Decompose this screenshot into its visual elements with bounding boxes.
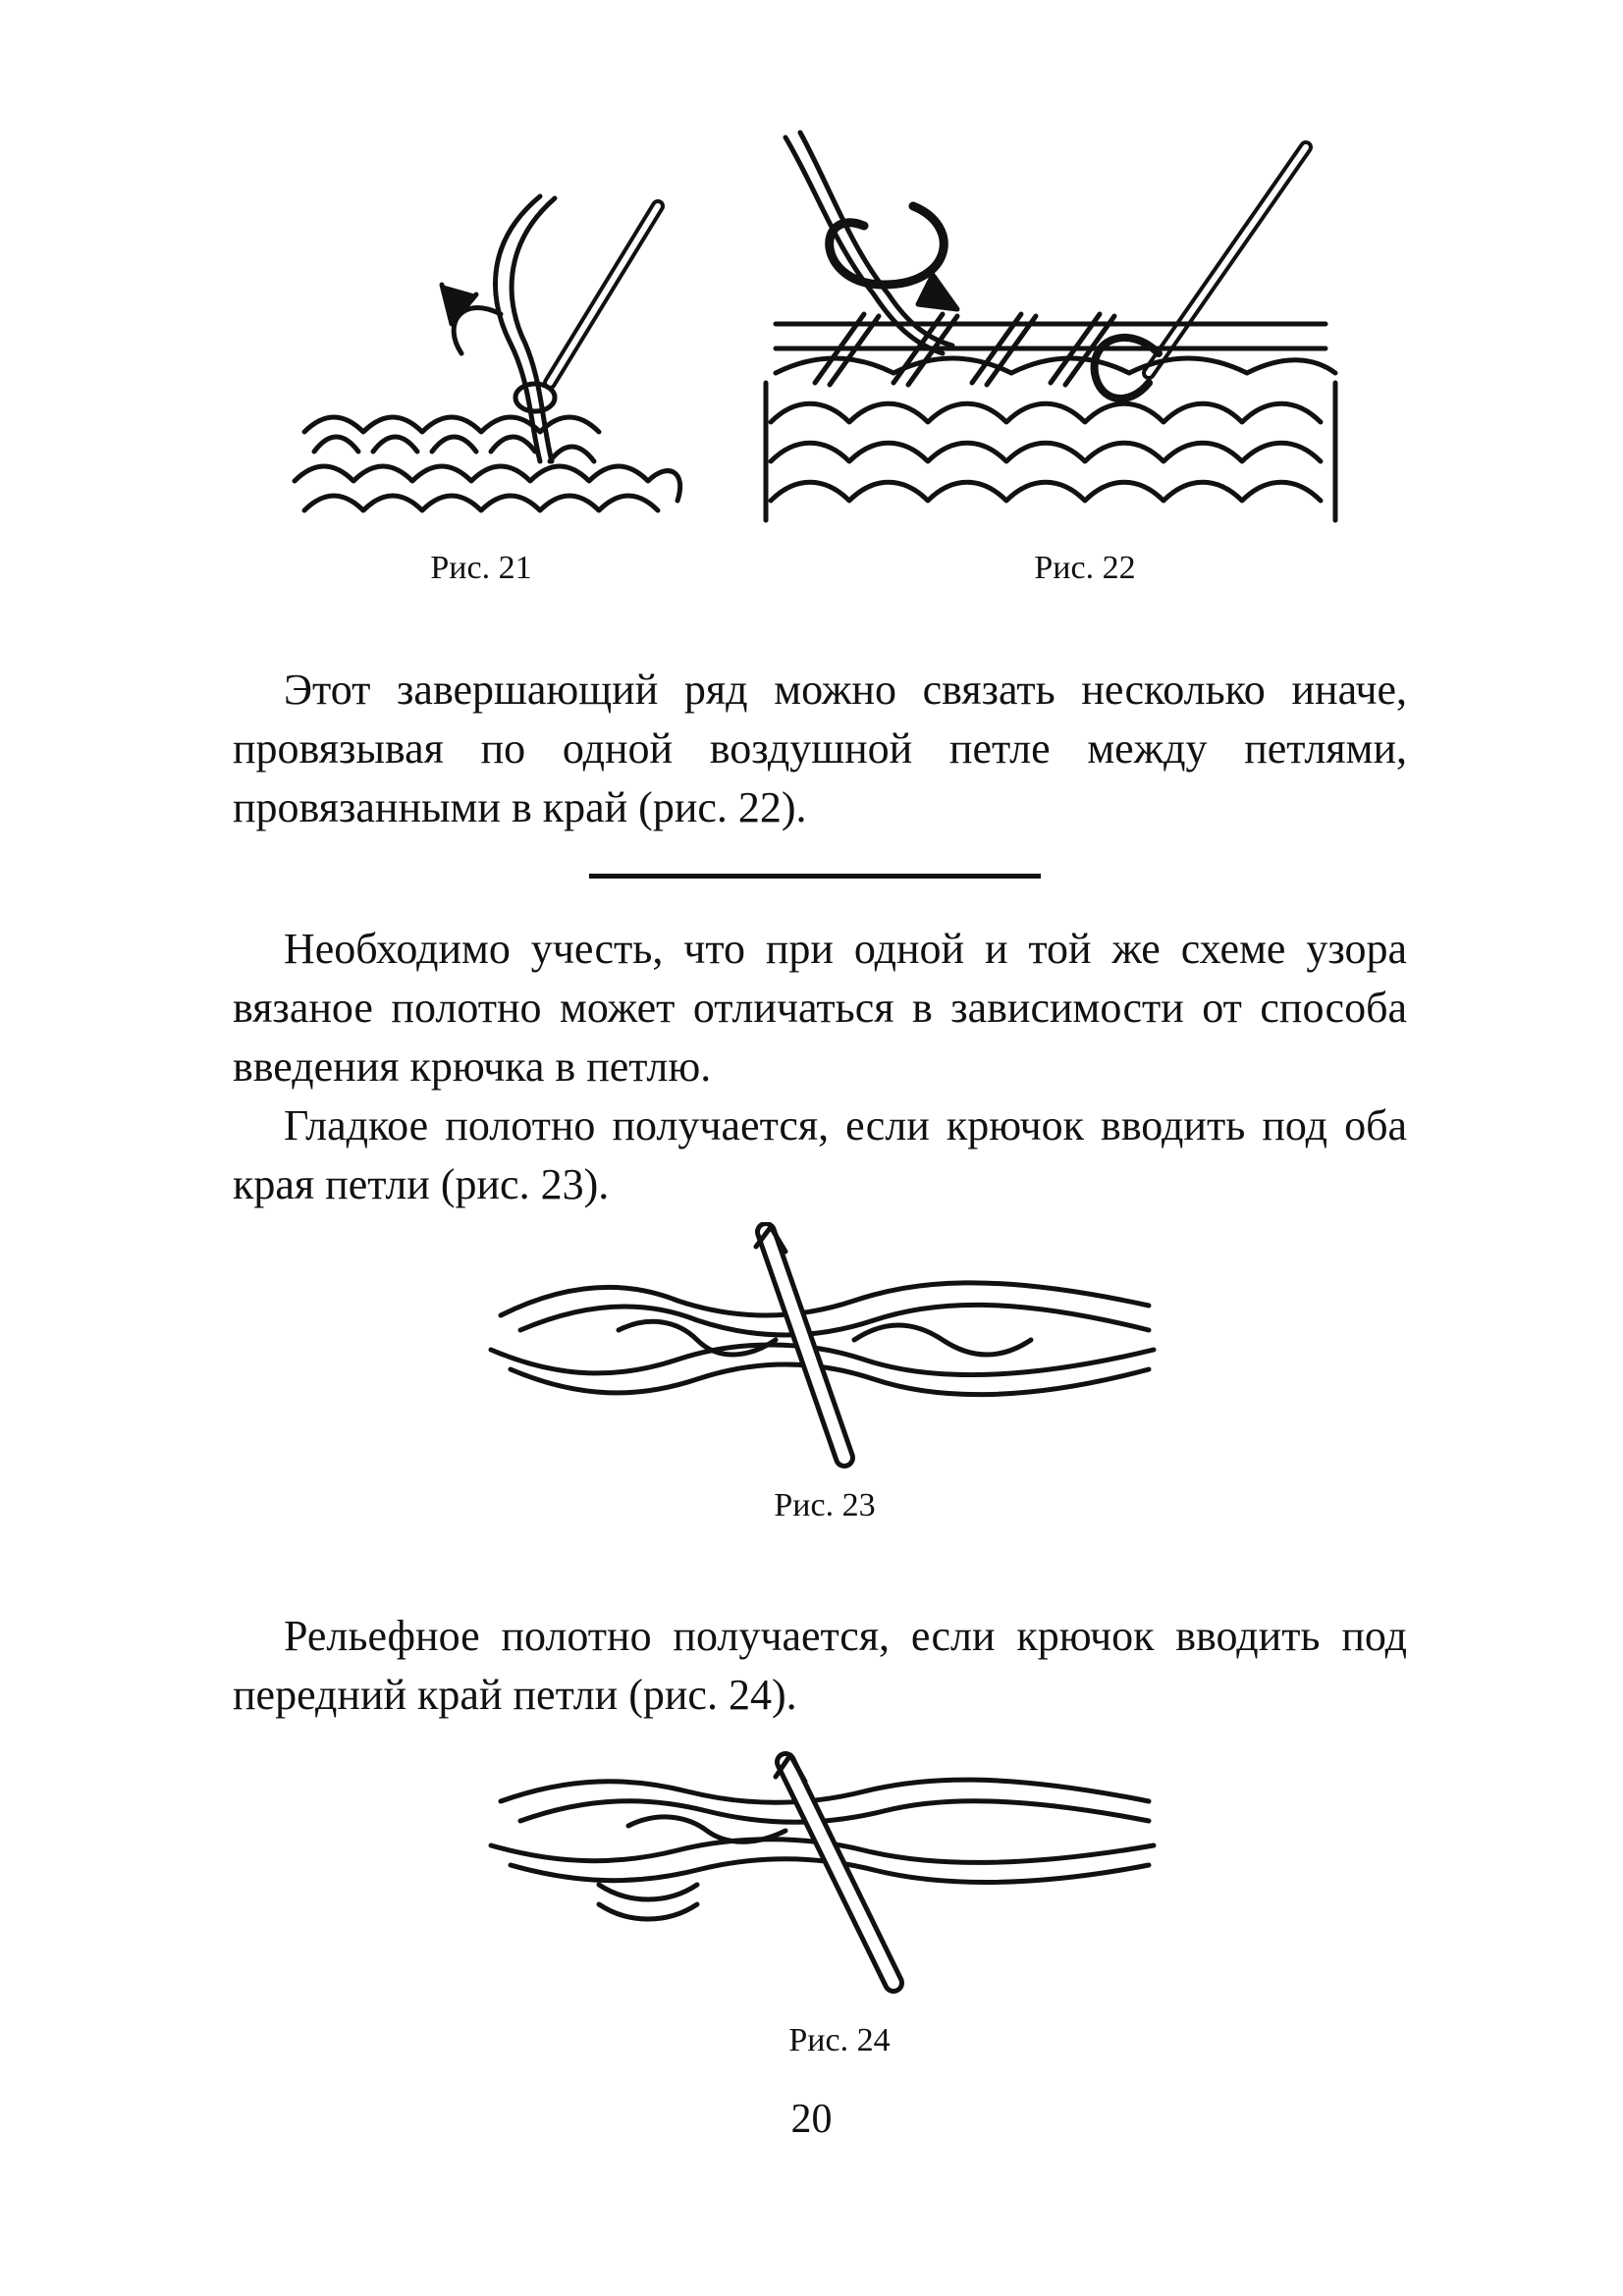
paragraph-1-text: Этот завершающий ряд можно связать несколько иначе, провязывая по одной воздушной петле между петлями, провязанными в край (рис. 22). — [233, 666, 1407, 831]
paragraph-4-text: Рельефное полотно получается, если крючок вводить под передний край петли (рис. 24). — [233, 1612, 1407, 1719]
paragraph-4 — [233, 1607, 1407, 1725]
figure-22-illustration — [756, 128, 1345, 540]
figure-24-caption: Рис. 24 — [788, 2022, 891, 2058]
paragraph-2 — [233, 920, 1407, 1096]
section-divider — [589, 874, 1041, 879]
figure-21-caption: Рис. 21 — [430, 550, 532, 586]
paragraph-1 — [233, 661, 1407, 837]
page-number: 20 — [790, 2097, 833, 2142]
figure-23-illustration — [481, 1222, 1168, 1487]
paragraph-3 — [233, 1096, 1407, 1214]
paragraph-2-text: Необходимо учесть, что при одной и той же схеме узора вязаное полотно может отличаться в зависимости от способа введения крючка в петлю. — [233, 925, 1407, 1091]
figure-24-illustration — [481, 1747, 1168, 2012]
figure-23-caption: Рис. 23 — [774, 1487, 876, 1523]
paragraph-3-text: Гладкое полотно получается, если крючок вводить под оба края петли (рис. 23). — [233, 1101, 1407, 1208]
figure-21-illustration — [285, 187, 697, 540]
figure-22-caption: Рис. 22 — [1034, 550, 1136, 586]
